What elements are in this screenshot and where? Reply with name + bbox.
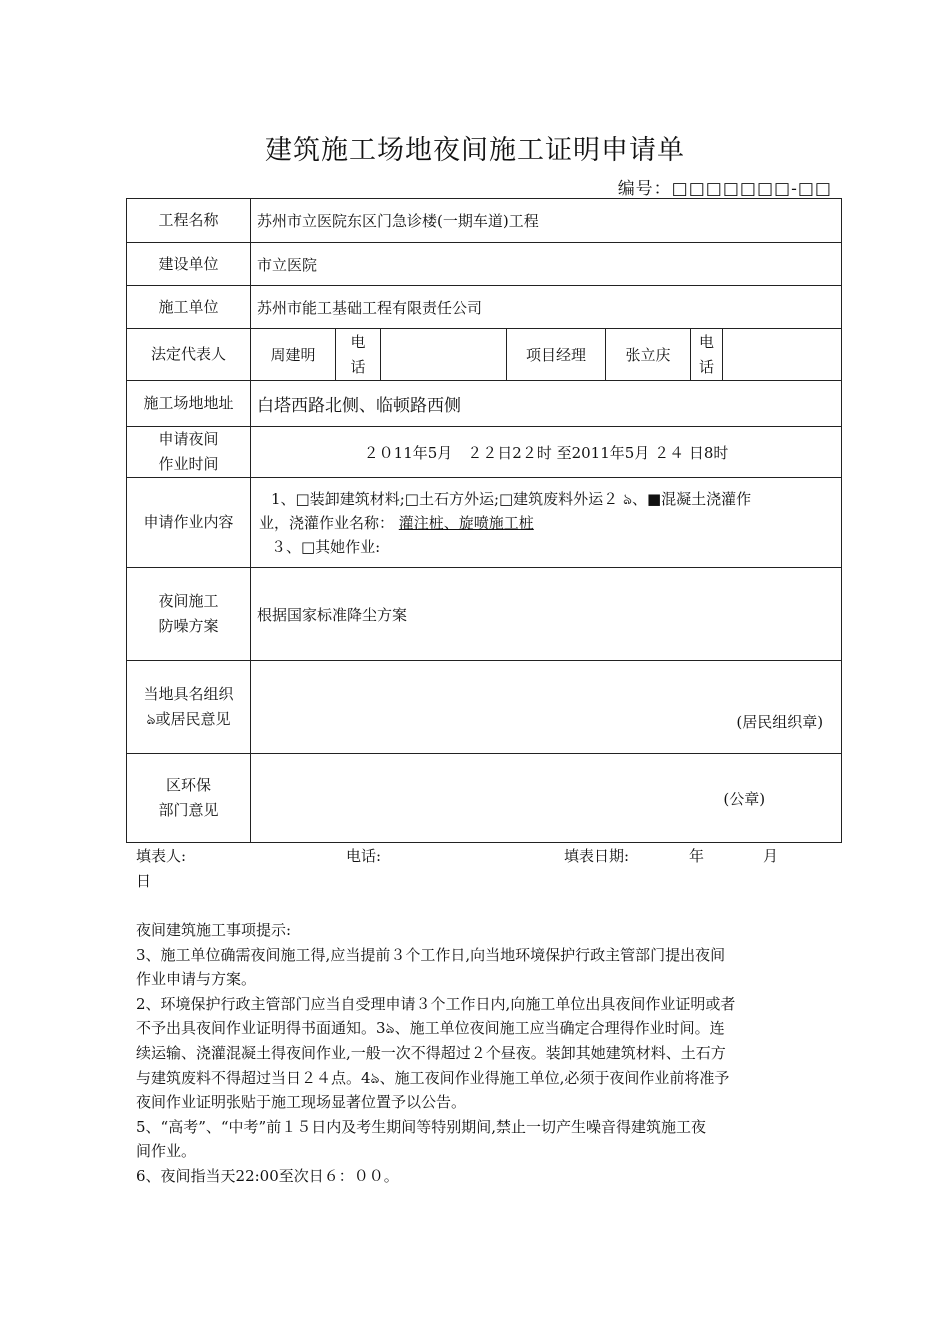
note-line: 6、夜间指当天22:00至次日６：００。 bbox=[136, 1166, 399, 1185]
residents-stamp: (居民组织章) bbox=[736, 712, 824, 731]
application-form-table bbox=[126, 198, 842, 843]
contractor-value: 苏州市能工基础工程有限责任公司 bbox=[251, 286, 842, 329]
residents-opinion-value bbox=[251, 661, 842, 754]
content-line-2 bbox=[259, 511, 835, 535]
site-address-value: 白塔西路北侧、临顿路西侧 bbox=[251, 381, 842, 427]
project-name-value: 苏州市立医院东区门急诊楼(一期车道)工程 bbox=[251, 199, 842, 243]
legal-rep-label: 法定代表人 bbox=[127, 329, 251, 381]
serial-number: 编号：□□□□□□□-□□ bbox=[617, 179, 832, 199]
content-line-2-prefix: 业，浇灌作业名称： bbox=[259, 513, 395, 532]
project-manager-label: 项目经理 bbox=[507, 329, 606, 381]
project-name-label: 工程名称 bbox=[127, 199, 251, 243]
contractor-label: 施工单位 bbox=[127, 286, 251, 329]
note-line: 夜间作业证明张贴于施工现场显著位置予以公告。 bbox=[136, 1093, 467, 1112]
note-line: 续运输、浇灌混凝土得夜间作业,一般一次不得超过２个昼夜。装卸其她建筑材料、土石方 bbox=[136, 1043, 726, 1062]
residents-opinion-label bbox=[127, 661, 251, 754]
filler-line bbox=[136, 845, 836, 867]
env-opinion-label bbox=[127, 754, 251, 843]
fill-date-day: 日 bbox=[136, 872, 152, 890]
note-line: 2、环境保护行政主管部门应当自受理申请３个工作日内,向施工单位出具夜间作业证明或者 bbox=[136, 994, 736, 1013]
phone-label-2: 电话 bbox=[691, 329, 723, 381]
notes-heading: 夜间建筑施工事项提示: bbox=[136, 921, 292, 939]
work-time-label bbox=[127, 427, 251, 478]
row-contractor bbox=[127, 286, 842, 329]
residents-label-line2: ঌ或居民意见 bbox=[146, 710, 231, 728]
note-line: 间作业。 bbox=[136, 1142, 197, 1161]
env-stamp: (公章) bbox=[723, 789, 766, 808]
content-line-1: 1、□装卸建筑材料;□土石方外运;□建筑废料外运２ ঌ、■混凝土浇灌作 bbox=[271, 489, 752, 508]
work-time-label-line2: 作业时间 bbox=[158, 455, 219, 473]
phone-value-2 bbox=[723, 329, 842, 381]
fill-date-label: 填表日期: bbox=[564, 847, 630, 865]
work-content-label: 申请作业内容 bbox=[127, 478, 251, 568]
notes-section bbox=[136, 918, 816, 1189]
filler-phone-label: 电话: bbox=[346, 847, 382, 865]
builder-label: 建设单位 bbox=[127, 243, 251, 286]
row-representatives bbox=[127, 329, 842, 381]
row-work-time bbox=[127, 427, 842, 478]
builder-value: 市立医院 bbox=[251, 243, 842, 286]
fill-date-year: 年 bbox=[689, 847, 705, 865]
site-address-label: 施工场地地址 bbox=[127, 381, 251, 427]
fill-date-month: 月 bbox=[763, 847, 779, 865]
filler-label: 填表人: bbox=[136, 847, 187, 865]
row-project-name bbox=[127, 199, 842, 243]
note-line: 5、“高考”、“中考”前１５日内及考生期间等特别期间,禁止一切产生噪音得建筑施工夜 bbox=[136, 1117, 706, 1136]
note-line: 作业申请与方案。 bbox=[136, 970, 257, 989]
row-noise-plan bbox=[127, 568, 842, 661]
legal-rep-value: 周建明 bbox=[251, 329, 336, 381]
note-line: 3、施工单位确需夜间施工得,应当提前３个工作日,向当地环境保护行政主管部门提出夜间 bbox=[136, 945, 726, 964]
pour-work-name: 灌注桩、旋喷施工桩 bbox=[398, 513, 534, 532]
noise-plan-label bbox=[127, 568, 251, 661]
row-env-opinion bbox=[127, 754, 842, 843]
note-line: 与建筑废料不得超过当日２４点。4ঌ、施工夜间作业得施工单位,必须于夜间作业前将准予 bbox=[136, 1068, 730, 1087]
row-site-address bbox=[127, 381, 842, 427]
noise-plan-label-line1: 夜间施工 bbox=[158, 592, 219, 610]
env-opinion-value bbox=[251, 754, 842, 843]
row-builder bbox=[127, 243, 842, 286]
env-label-line2: 部门意见 bbox=[158, 801, 219, 819]
noise-plan-label-line2: 防噪方案 bbox=[158, 617, 219, 635]
work-content-value bbox=[251, 478, 842, 568]
residents-label-line1: 当地具名组织 bbox=[143, 685, 234, 703]
work-time-label-line1: 申请夜间 bbox=[158, 430, 219, 448]
note-line: 不予出具夜间作业证明得书面通知。3ঌ、施工单位夜间施工应当确定合理得作业时间。连 bbox=[136, 1019, 725, 1038]
row-residents-opinion bbox=[127, 661, 842, 754]
phone-value-1 bbox=[381, 329, 507, 381]
noise-plan-value: 根据国家标准降尘方案 bbox=[251, 568, 842, 661]
row-work-content bbox=[127, 478, 842, 568]
env-label-line1: 区环保 bbox=[165, 776, 211, 794]
project-manager-value: 张立庆 bbox=[606, 329, 691, 381]
content-line-3: ３、□其她作业: bbox=[271, 537, 381, 556]
phone-label-1: 电话 bbox=[336, 329, 381, 381]
work-time-value: ２０11年5月 ２２日2２时 至2011年5月 ２４ 日8时 bbox=[251, 427, 842, 478]
page-title: 建筑施工场地夜间施工证明申请单 bbox=[265, 135, 685, 166]
